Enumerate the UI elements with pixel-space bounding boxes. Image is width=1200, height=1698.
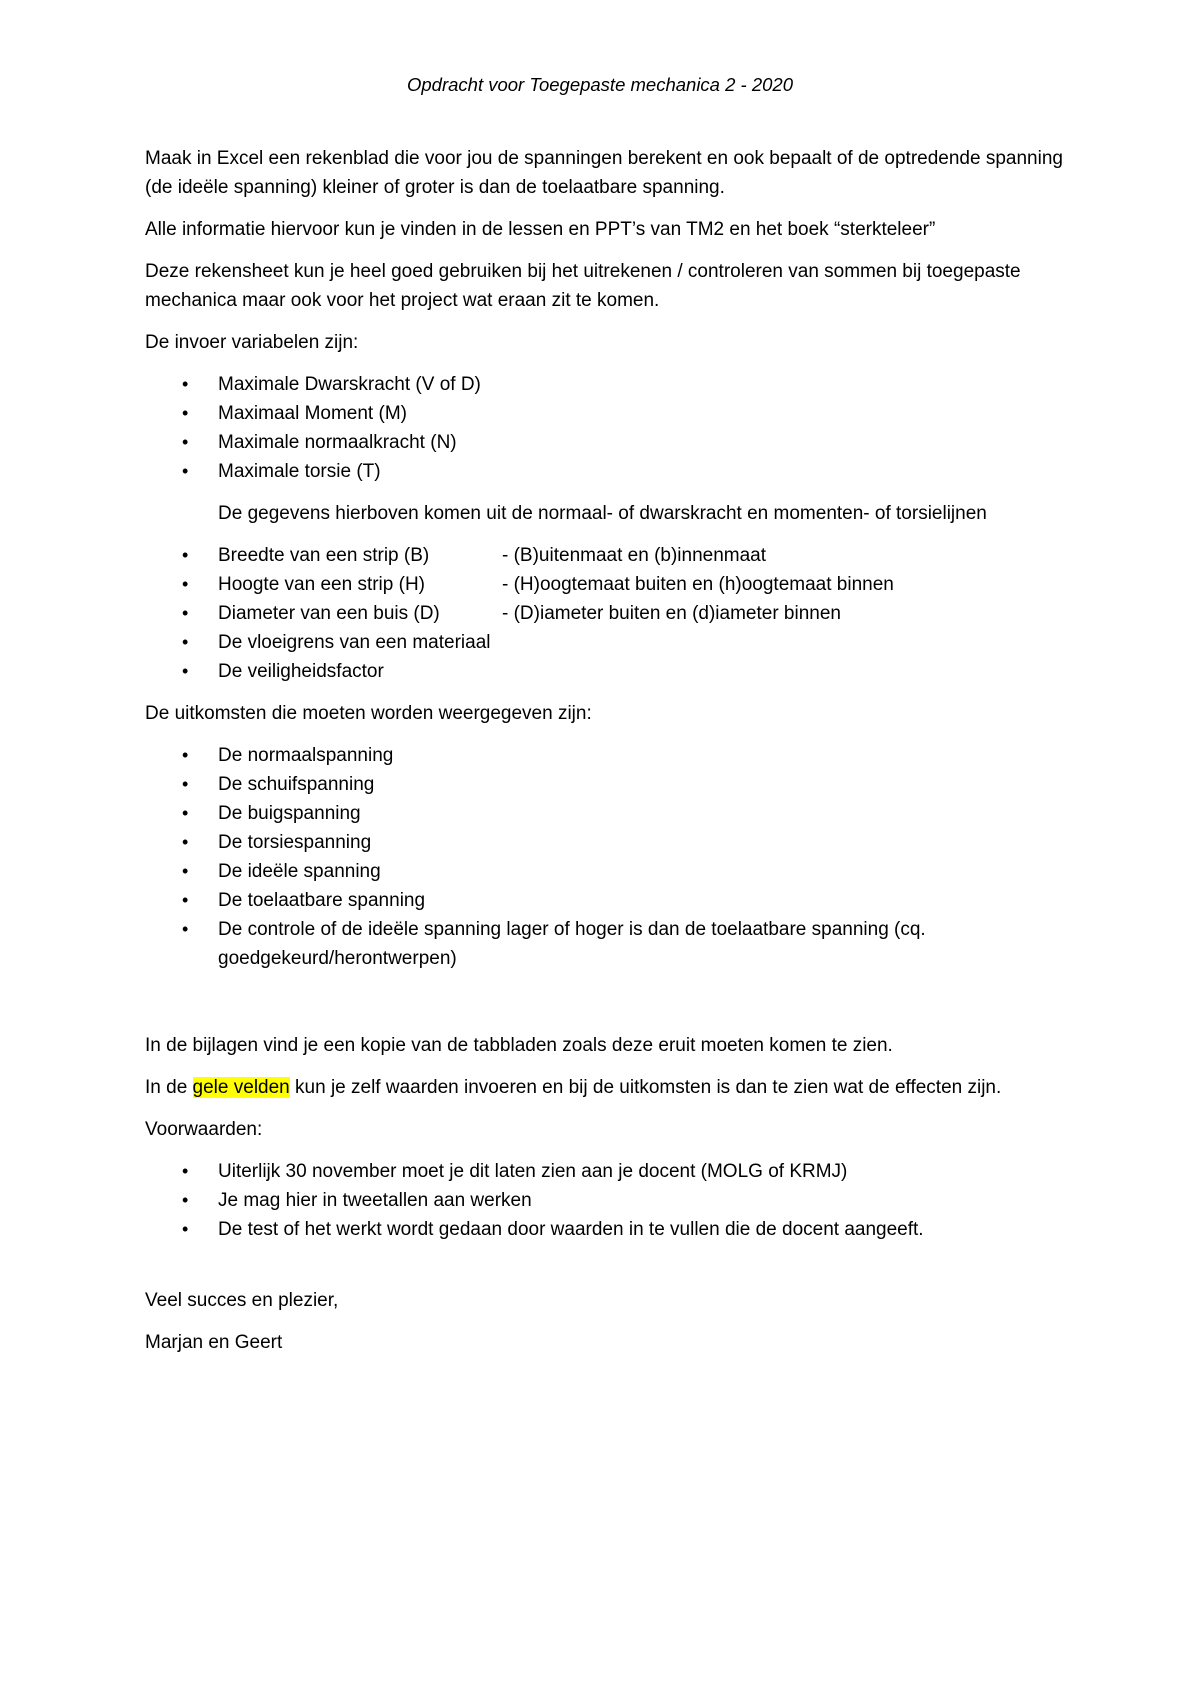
list-item: • De test of het werkt wordt gedaan door waarden in te vullen die de docent aangeeft. [145, 1215, 1095, 1244]
highlighted-text: gele velden [192, 1077, 290, 1098]
dim-desc: - (D)iameter buiten en (d)iameter binnen [502, 603, 841, 624]
page-header: Opdracht voor Toegepaste mechanica 2 - 2020 [406, 74, 793, 95]
list-item: • De ideële spanning [145, 857, 1095, 886]
text-segment: In de [145, 1077, 193, 1098]
conditions-list [145, 1157, 1095, 1244]
dim-label: De veiligheidsfactor [218, 661, 384, 682]
input-variables-list [145, 370, 1095, 486]
closing-line: Veel succes en plezier, [145, 1290, 339, 1311]
list-item: • Maximale normaalkracht (N) [145, 428, 1095, 457]
dim-label: Diameter van een buis (D) [218, 603, 440, 624]
list-item: • Maximale torsie (T) [145, 457, 1095, 486]
list-item: • De controle of de ideële spanning lager of hoger is dan de toelaatbare spanning (cq. goedgekeurd/herontwerpen) [145, 915, 1095, 973]
list-item [145, 657, 1095, 686]
list-item [145, 628, 1095, 657]
dim-label: Breedte van een strip (B) [218, 545, 430, 566]
yellow-fields-paragraph [145, 1073, 1095, 1102]
list-item: • De buigspanning [145, 799, 1095, 828]
list-item: • Uiterlijk 30 november moet je dit laten zien aan je docent (MOLG of KRMJ) [145, 1157, 1095, 1186]
dimensions-list [145, 541, 1095, 686]
list-item: • De torsiespanning [145, 828, 1095, 857]
list-item [145, 570, 1095, 599]
list-item: • Maximale Dwarskracht (V of D) [145, 370, 1095, 399]
list-item: • Je mag hier in tweetallen aan werken [145, 1186, 1095, 1215]
list-item: • De schuifspanning [145, 770, 1095, 799]
outputs-heading: De uitkomsten die moeten worden weergegeven zijn: [145, 703, 592, 724]
text-segment: kun je zelf waarden invoeren en bij de uitkomsten is dan te zien wat de effecten zijn. [289, 1077, 1002, 1098]
conditions-heading: Voorwaarden: [145, 1119, 263, 1140]
dim-desc: - (H)oogtemaat buiten en (h)oogtemaat binnen [502, 574, 894, 595]
list-item [145, 599, 1095, 628]
list-item [145, 541, 1095, 570]
dim-label: De vloeigrens van een materiaal [218, 632, 491, 653]
usage-paragraph: Deze rekensheet kun je heel goed gebruiken bij het uitrekenen / controleren van sommen bij toegepaste mechanica maar ook voor het project wat eraan zit te komen. [145, 261, 1021, 311]
dim-label: Hoogte van een strip (H) [218, 574, 425, 595]
inputs-note: De gegevens hierboven komen uit de normaal- of dwarskracht en momenten- of torsielijnen [218, 503, 987, 524]
intro-paragraph: Maak in Excel een rekenblad die voor jou de spanningen berekent en ook bepaalt of de optredende spanning (de ideële spanning) kleiner of groter is dan de toelaatbare spanning. [145, 148, 1063, 198]
signature: Marjan en Geert [145, 1332, 283, 1353]
document-body [145, 144, 1095, 1357]
info-paragraph: Alle informatie hiervoor kun je vinden in de lessen en PPT’s van TM2 en het boek “sterkteleer” [145, 219, 936, 240]
list-item: • Maximaal Moment (M) [145, 399, 1095, 428]
outputs-list [145, 741, 1095, 973]
appendix-paragraph: In de bijlagen vind je een kopie van de tabbladen zoals deze eruit moeten komen te zien. [145, 1035, 893, 1056]
inputs-heading: De invoer variabelen zijn: [145, 332, 359, 353]
dim-desc: - (B)uitenmaat en (b)innenmaat [502, 545, 767, 566]
list-item: • De normaalspanning [145, 741, 1095, 770]
list-item: • De toelaatbare spanning [145, 886, 1095, 915]
